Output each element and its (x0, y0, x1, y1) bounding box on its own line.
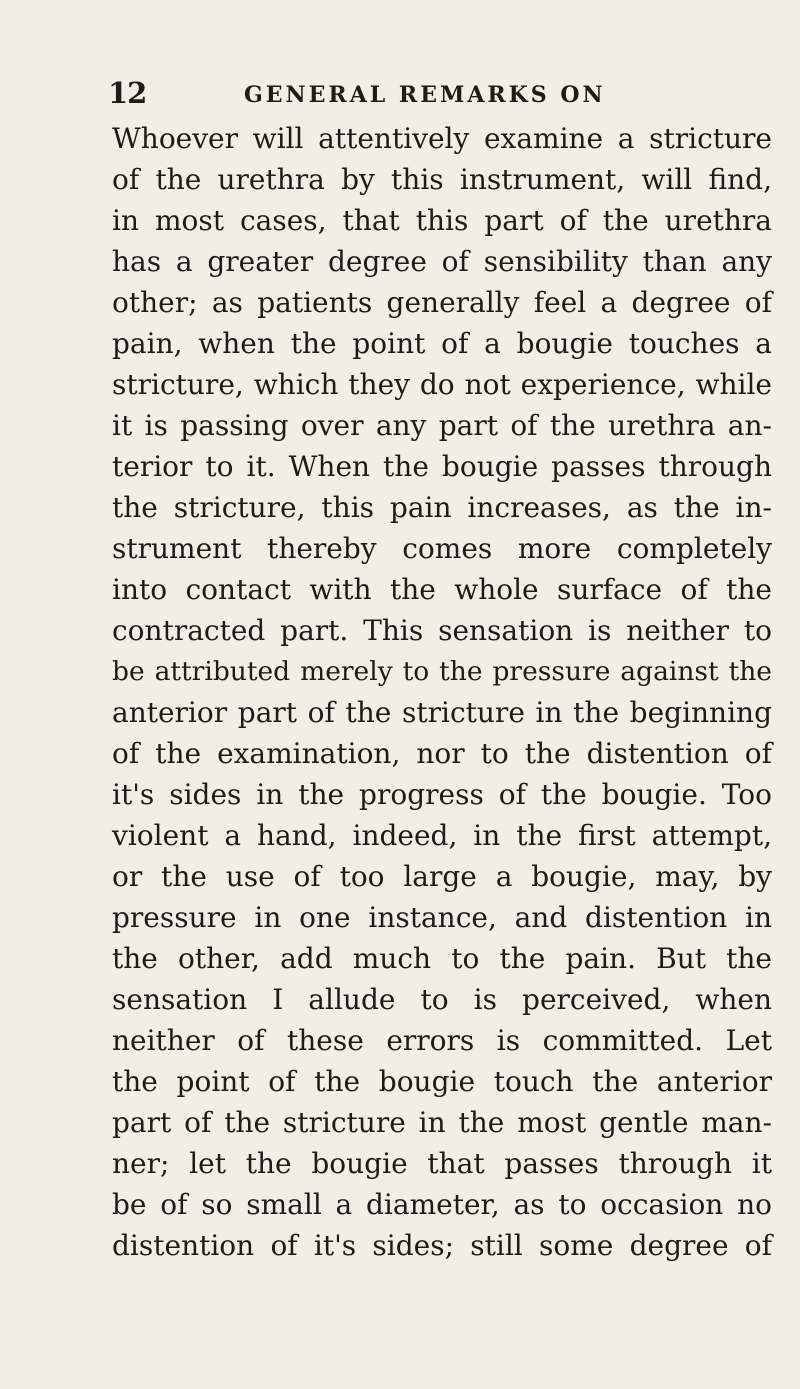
text-line: of the examination, nor to the distention of (112, 737, 772, 770)
text-line: part of the stricture in the most gentle man- (112, 1106, 772, 1139)
text-line: it's sides in the progress of the bougie. Too (112, 778, 772, 811)
text-line: sensation I allude to is perceived, when (112, 983, 772, 1016)
text-line: other; as patients generally feel a degree of (112, 286, 772, 319)
page-number: 12 (108, 76, 147, 110)
text-line: distention of it's sides; still some degree of (112, 1229, 772, 1262)
text-line: the other, add much to the pain. But the (112, 942, 772, 975)
text-line: ner; let the bougie that passes through it (112, 1147, 772, 1180)
text-line: terior to it. When the bougie passes through (112, 450, 772, 483)
text-line: Whoever will attentively examine a stricture (112, 122, 772, 155)
text-line: into contact with the whole surface of the (112, 573, 772, 606)
text-line: anterior part of the stricture in the beginning (112, 696, 772, 729)
text-line: strument thereby comes more completely (112, 532, 772, 565)
text-line: be of so small a diameter, as to occasion no (112, 1188, 772, 1221)
text-line: stricture, which they do not experience, while (112, 368, 772, 401)
text-line: or the use of too large a bougie, may, by (112, 860, 772, 893)
running-header (108, 76, 708, 116)
text-line: pain, when the point of a bougie touches a (112, 327, 772, 360)
text-line: the stricture, this pain increases, as the in- (112, 491, 772, 524)
text-line: contracted part. This sensation is neither to (112, 614, 772, 647)
text-line: in most cases, that this part of the urethra (112, 204, 772, 237)
text-line: be attributed merely to the pressure against the (112, 656, 772, 687)
text-line: of the urethra by this instrument, will find, (112, 163, 772, 196)
body-paragraph (112, 118, 772, 1266)
text-line: has a greater degree of sensibility than any (112, 245, 772, 278)
text-line: neither of these errors is committed. Let (112, 1024, 772, 1057)
text-line: it is passing over any part of the urethra an- (112, 409, 772, 442)
running-title: GENERAL REMARKS ON (244, 82, 606, 108)
text-line: pressure in one instance, and distention in (112, 901, 772, 934)
text-line: violent a hand, indeed, in the first attempt, (112, 819, 772, 852)
text-line: the point of the bougie touch the anterior (112, 1065, 772, 1098)
